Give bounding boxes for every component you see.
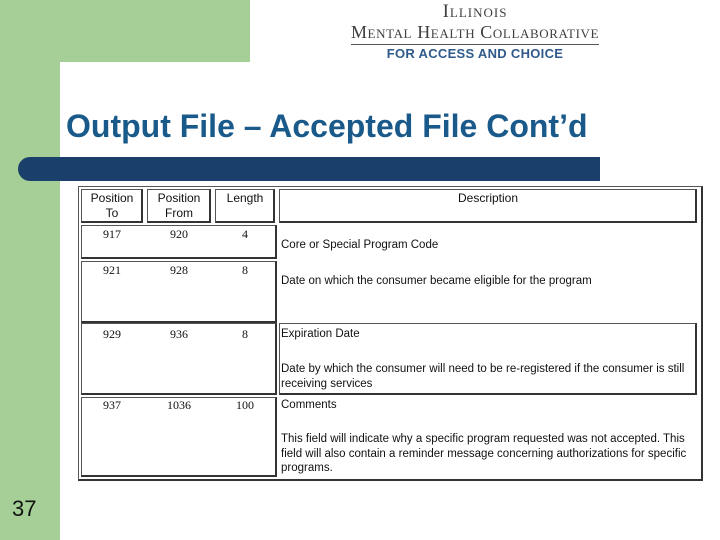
- row-2-description: Date on which the consumer became eligible for the program: [281, 275, 592, 287]
- row-3-from: 936: [170, 327, 188, 341]
- row-2-length: 8: [242, 263, 248, 277]
- title-underline-bar: [18, 157, 600, 181]
- row-1-length: 4: [242, 227, 248, 241]
- logo: [300, 2, 650, 62]
- header-position-from: Position From: [157, 191, 201, 220]
- row-1-to: 917: [103, 227, 121, 241]
- top-accent-bar: [0, 0, 250, 62]
- row-3-to: 929: [103, 327, 121, 341]
- logo-line-2: Mental Health Collaborative: [351, 22, 599, 45]
- row-4-length: 100: [236, 398, 254, 412]
- row-3-length: 8: [242, 327, 248, 341]
- row-3-field-name: Expiration Date: [281, 328, 360, 340]
- slide-number: 37: [12, 496, 37, 521]
- logo-line-1: Illinois: [442, 1, 508, 22]
- row-4-from: 1036: [167, 398, 191, 412]
- row-1-description: Core or Special Program Code: [281, 239, 439, 251]
- logo-line-3: FOR ACCESS AND CHOICE: [386, 46, 564, 61]
- row-2-to: 921: [103, 263, 121, 277]
- row-4-field-name: Comments: [281, 399, 337, 411]
- row-4-to: 937: [103, 398, 121, 412]
- header-description: Description: [457, 191, 519, 205]
- header-length: Length: [226, 191, 264, 205]
- row-1-from: 920: [170, 227, 188, 241]
- row-3-description: Date by which the consumer will need to be re-registered if the consumer is still receiving services: [281, 363, 685, 390]
- row-4-description: This field will indicate why a specific program requested was not accepted. This field will also contain a reminder message concerning authorizations for specific programs.: [281, 433, 687, 474]
- slide-title: Output File – Accepted File Cont’d: [66, 108, 588, 144]
- left-accent-bar: [0, 0, 60, 540]
- row-2-from: 928: [170, 263, 188, 277]
- header-position-to: Position To: [90, 191, 134, 220]
- field-table: [78, 186, 703, 481]
